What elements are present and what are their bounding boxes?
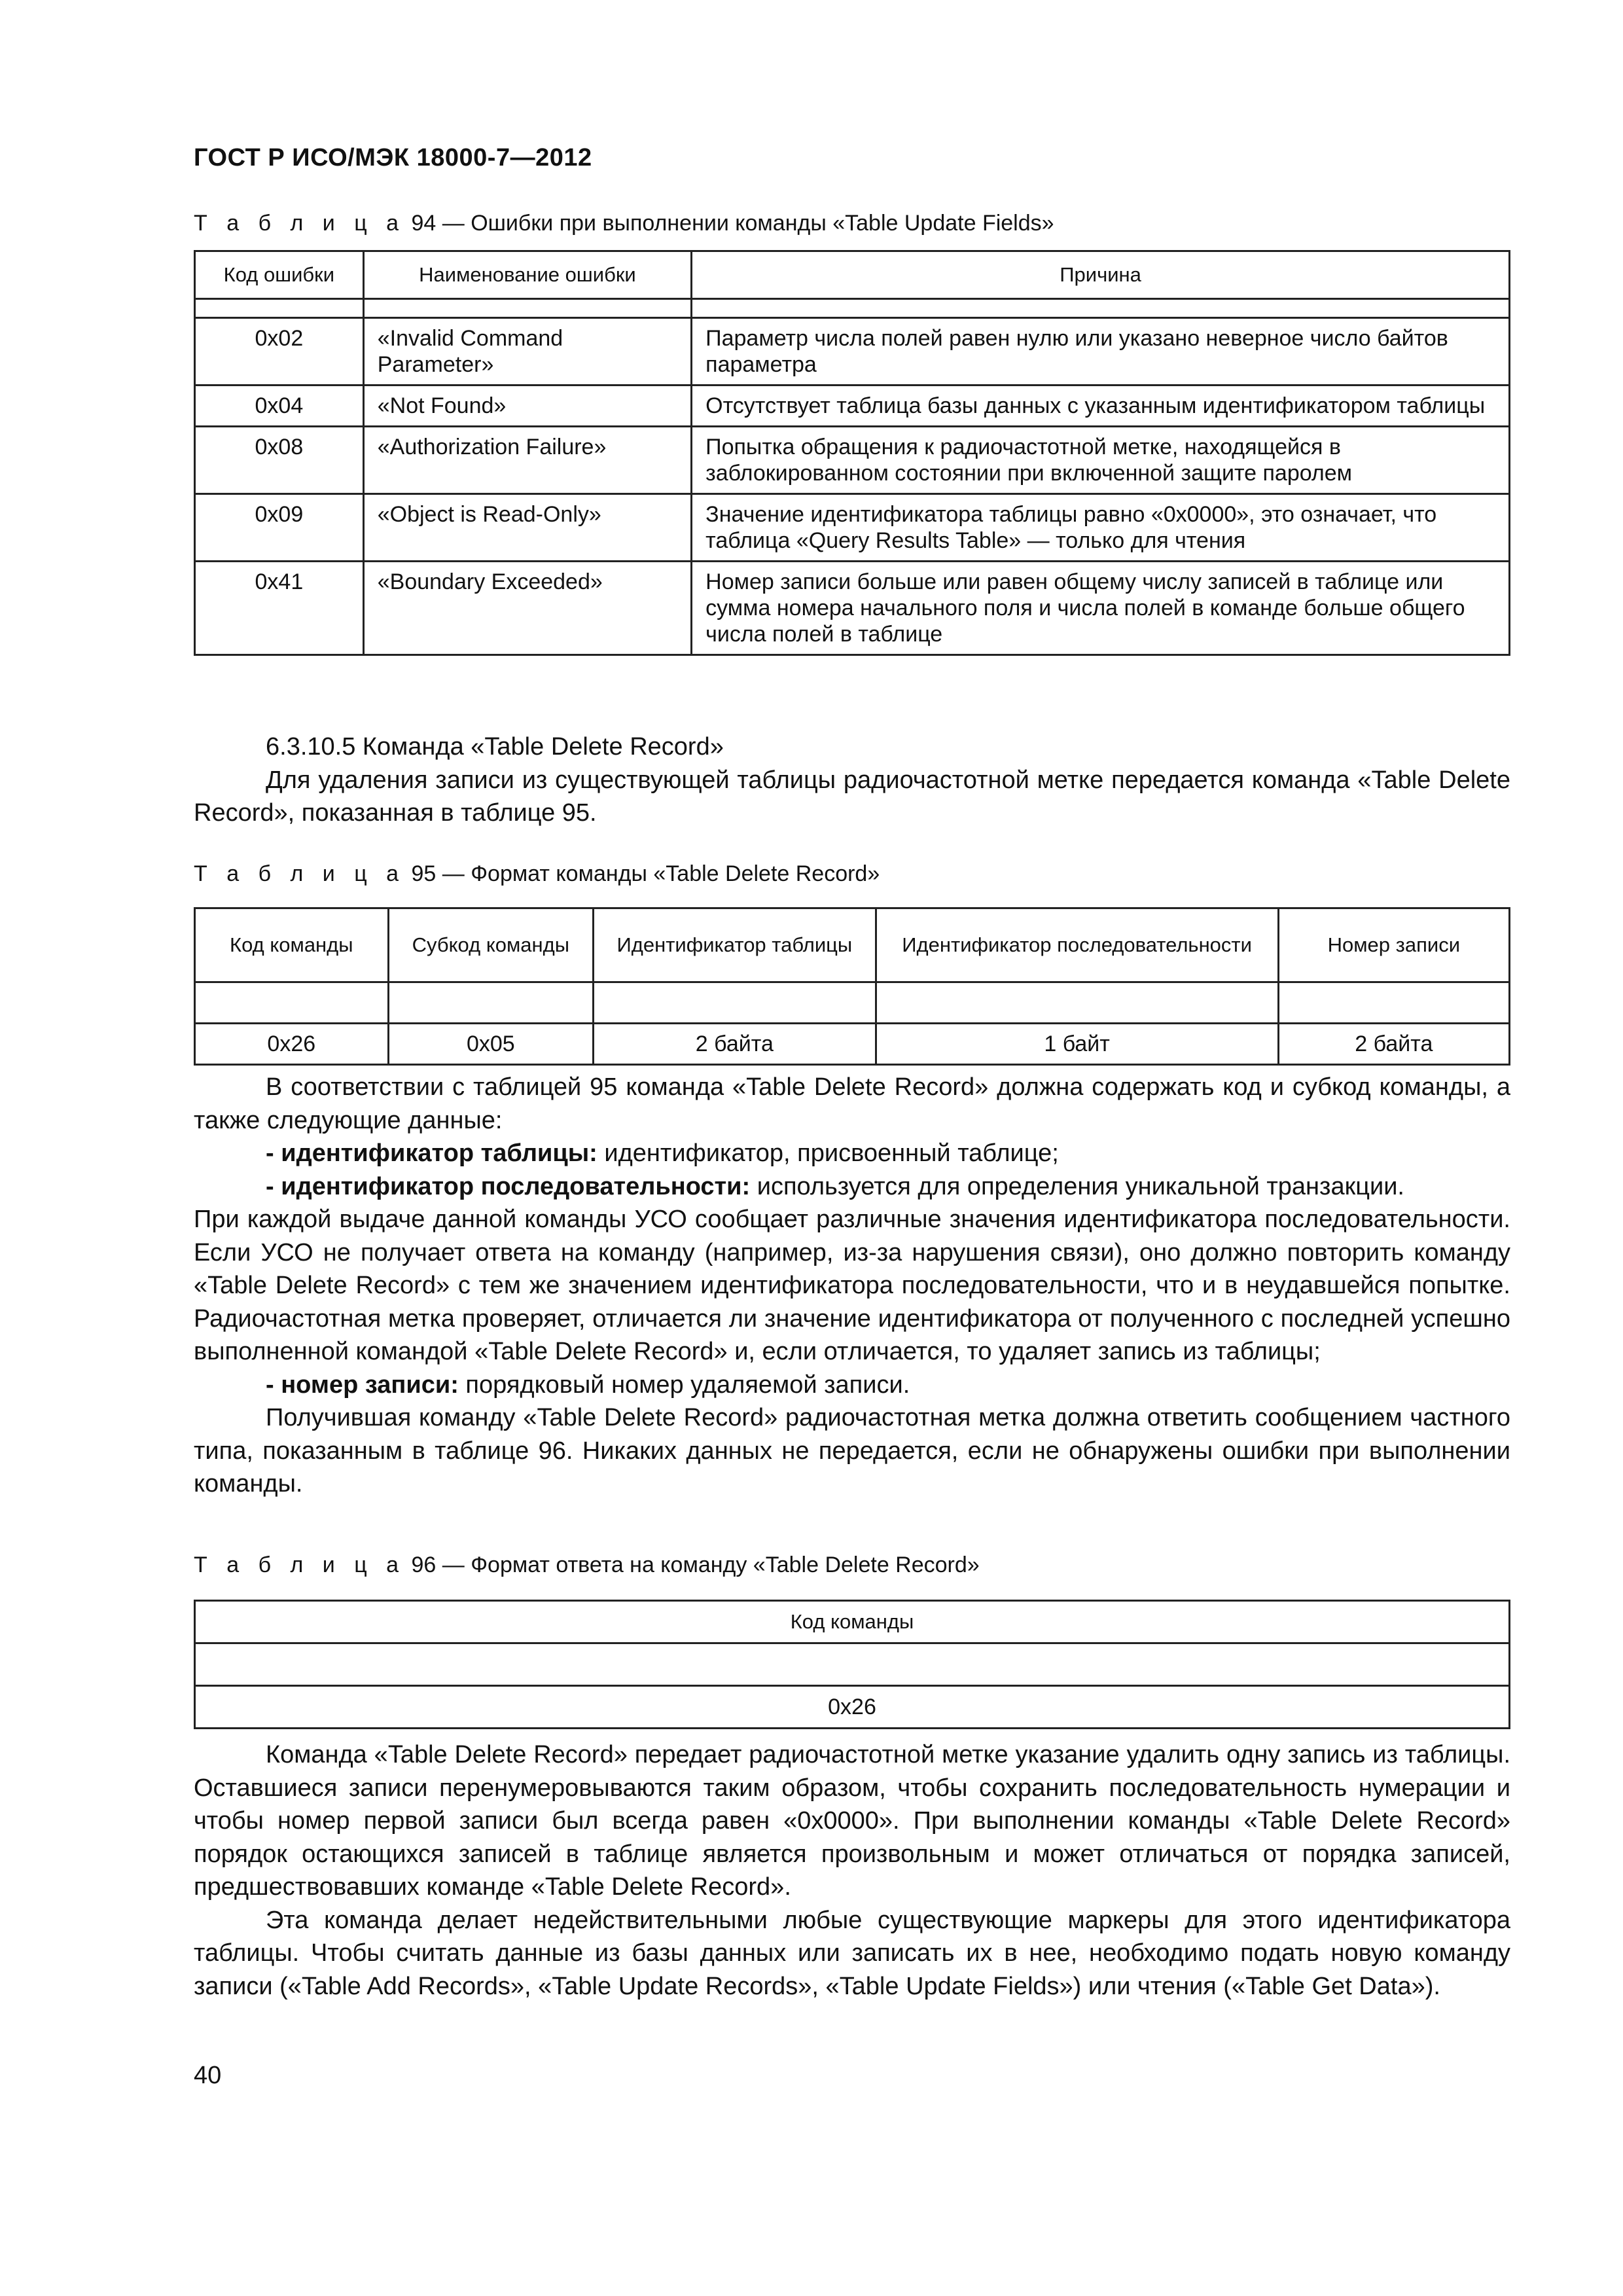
column-header: Наименование ошибки [363,251,691,299]
subcode-cell: 0x05 [388,1024,594,1065]
error-code-cell: 0x08 [195,427,364,494]
paragraph: В соответствии с таблицей 95 команда «Table Delete Record» должна содержать код и субкод команды, а также следующие данные: [194,1073,1510,1134]
page-number: 40 [194,2062,222,2089]
table-96 [194,1600,1510,1729]
table-96-caption-label: Т а б л и ц а [194,1552,406,1577]
error-reason-cell: Параметр числа полей равен нулю или указано неверное число байтов параметра [692,318,1510,386]
table-94-caption-label: Т а б л и ц а [194,211,406,236]
table-95 [194,907,1510,1066]
list-item-text: идентификатор, присвоенный таблице; [597,1139,1059,1167]
list-item [194,1170,1510,1204]
list-item-term: - идентификатор таблицы: [266,1139,597,1167]
list-item [194,1369,1510,1402]
table-95-caption-text: 95 — Формат команды «Table Delete Record» [405,861,880,886]
paragraph: При каждой выдаче данной команды УСО сообщает различные значения идентификатора последовательности. Если УСО не получает ответа на команду (например, из-за нарушения связи), оно должно повторить команду «Table Delete Record» с тем же значением идентификатора последовательности, что и в неудавшейся попытке. Радиочастотная метка проверяет, отличается ли значение идентификатора от полученного с последней успешно выполненной командой «Table Delete Record» и, если отличается, то удаляет запись из таблицы; [194,1206,1510,1365]
header-separator [195,1643,1510,1686]
body-text-1 [194,1071,1510,1501]
header-separator [195,299,1510,318]
table-94-caption [194,211,1054,236]
table-header-row [195,908,1510,982]
table-row [195,427,1510,494]
table-94-caption-text: 94 — Ошибки при выполнении команды «Table Update Fields» [405,211,1054,236]
table-header-row [195,251,1510,299]
column-header: Субкод команды [388,908,594,982]
list-item-term: - номер записи: [266,1371,459,1399]
paragraph: Эта команда делает недействительными любые существующие маркеры для этого идентификатора таблицы. Чтобы считать данные из базы данных или записать их в нее, необходимо подать новую команду записи («Table Add Records», «Table Update Records», «Table Update Fields») или чтения («Table Get Data»). [194,1906,1510,2000]
error-reason-cell: Отсутствует таблица базы данных с указанным идентификатором таблицы [692,386,1510,427]
table-95-caption-label: Т а б л и ц а [194,861,406,886]
section-6-3-10-5 [194,730,1510,830]
table-95-caption [194,861,880,887]
error-name-cell: «Boundary Exceeded» [363,562,691,655]
table-header-row [195,1601,1510,1643]
error-reason-cell: Значение идентификатора таблицы равно «0x0000», это означает, что таблица «Query Results Table» — только для чтения [692,494,1510,562]
column-header: Код команды [195,1601,1510,1643]
error-code-cell: 0x02 [195,318,364,386]
table-row [195,318,1510,386]
table-row [195,1024,1510,1065]
table-row [195,494,1510,562]
error-code-cell: 0x09 [195,494,364,562]
error-name-cell: «Not Found» [363,386,691,427]
body-text-2 [194,1738,1510,2003]
section-heading: 6.3.10.5 Команда «Table Delete Record» [266,733,724,761]
table-id-cell: 2 байта [594,1024,876,1065]
error-name-cell: «Invalid Command Parameter» [363,318,691,386]
column-header: Код ошибки [195,251,364,299]
record-number-cell: 2 байта [1278,1024,1509,1065]
paragraph: Команда «Table Delete Record» передает радиочастотной метке указание удалить одну запись из таблицы. Оставшиеся записи перенумеровываются таким образом, чтобы сохранить последовательность нумерации и чтобы номер первой записи был всегда равен «0x0000». При выполнении команды «Table Delete Record» порядок остающихся записей в таблице является произвольным и может отличаться от порядка записей, предшествовавших команде «Table Delete Record». [194,1741,1510,1901]
header-separator [195,982,1510,1024]
sequence-id-cell: 1 байт [876,1024,1278,1065]
table-row [195,562,1510,655]
error-reason-cell: Попытка обращения к радиочастотной метке, находящейся в заблокированном состоянии при включенной защите паролем [692,427,1510,494]
command-code-cell: 0x26 [195,1024,389,1065]
document-header: ГОСТ Р ИСО/МЭК 18000-7—2012 [194,144,592,171]
column-header: Номер записи [1278,908,1509,982]
error-code-cell: 0x04 [195,386,364,427]
error-name-cell: «Authorization Failure» [363,427,691,494]
error-name-cell: «Object is Read-Only» [363,494,691,562]
table-96-caption [194,1552,980,1578]
error-reason-cell: Номер записи больше или равен общему числу записей в таблице или сумма номера начального поля и числа полей в команде больше общего числа полей в таблице [692,562,1510,655]
list-item-text: порядковый номер удаляемой записи. [458,1371,910,1399]
table-row [195,1686,1510,1729]
column-header: Идентификатор последовательности [876,908,1278,982]
column-header: Код команды [195,908,389,982]
list-item-term: - идентификатор последовательности: [266,1172,751,1200]
table-row [195,386,1510,427]
column-header: Идентификатор таблицы [594,908,876,982]
column-header: Причина [692,251,1510,299]
section-intro: Для удаления записи из существующей таблицы радиочастотной метке передается команда «Table Delete Record», показанная в таблице 95. [194,766,1510,827]
command-code-cell: 0x26 [195,1686,1510,1729]
table-96-caption-text: 96 — Формат ответа на команду «Table Delete Record» [405,1552,980,1577]
table-94 [194,250,1510,656]
list-item [194,1137,1510,1170]
error-code-cell: 0x41 [195,562,364,655]
paragraph: Получившая команду «Table Delete Record» радиочастотная метка должна ответить сообщением частного типа, показанным в таблице 96. Никаких данных не передается, если не обнаружены ошибки при выполнении команды. [194,1404,1510,1498]
list-item-text: используется для определения уникальной транзакции. [750,1172,1404,1200]
